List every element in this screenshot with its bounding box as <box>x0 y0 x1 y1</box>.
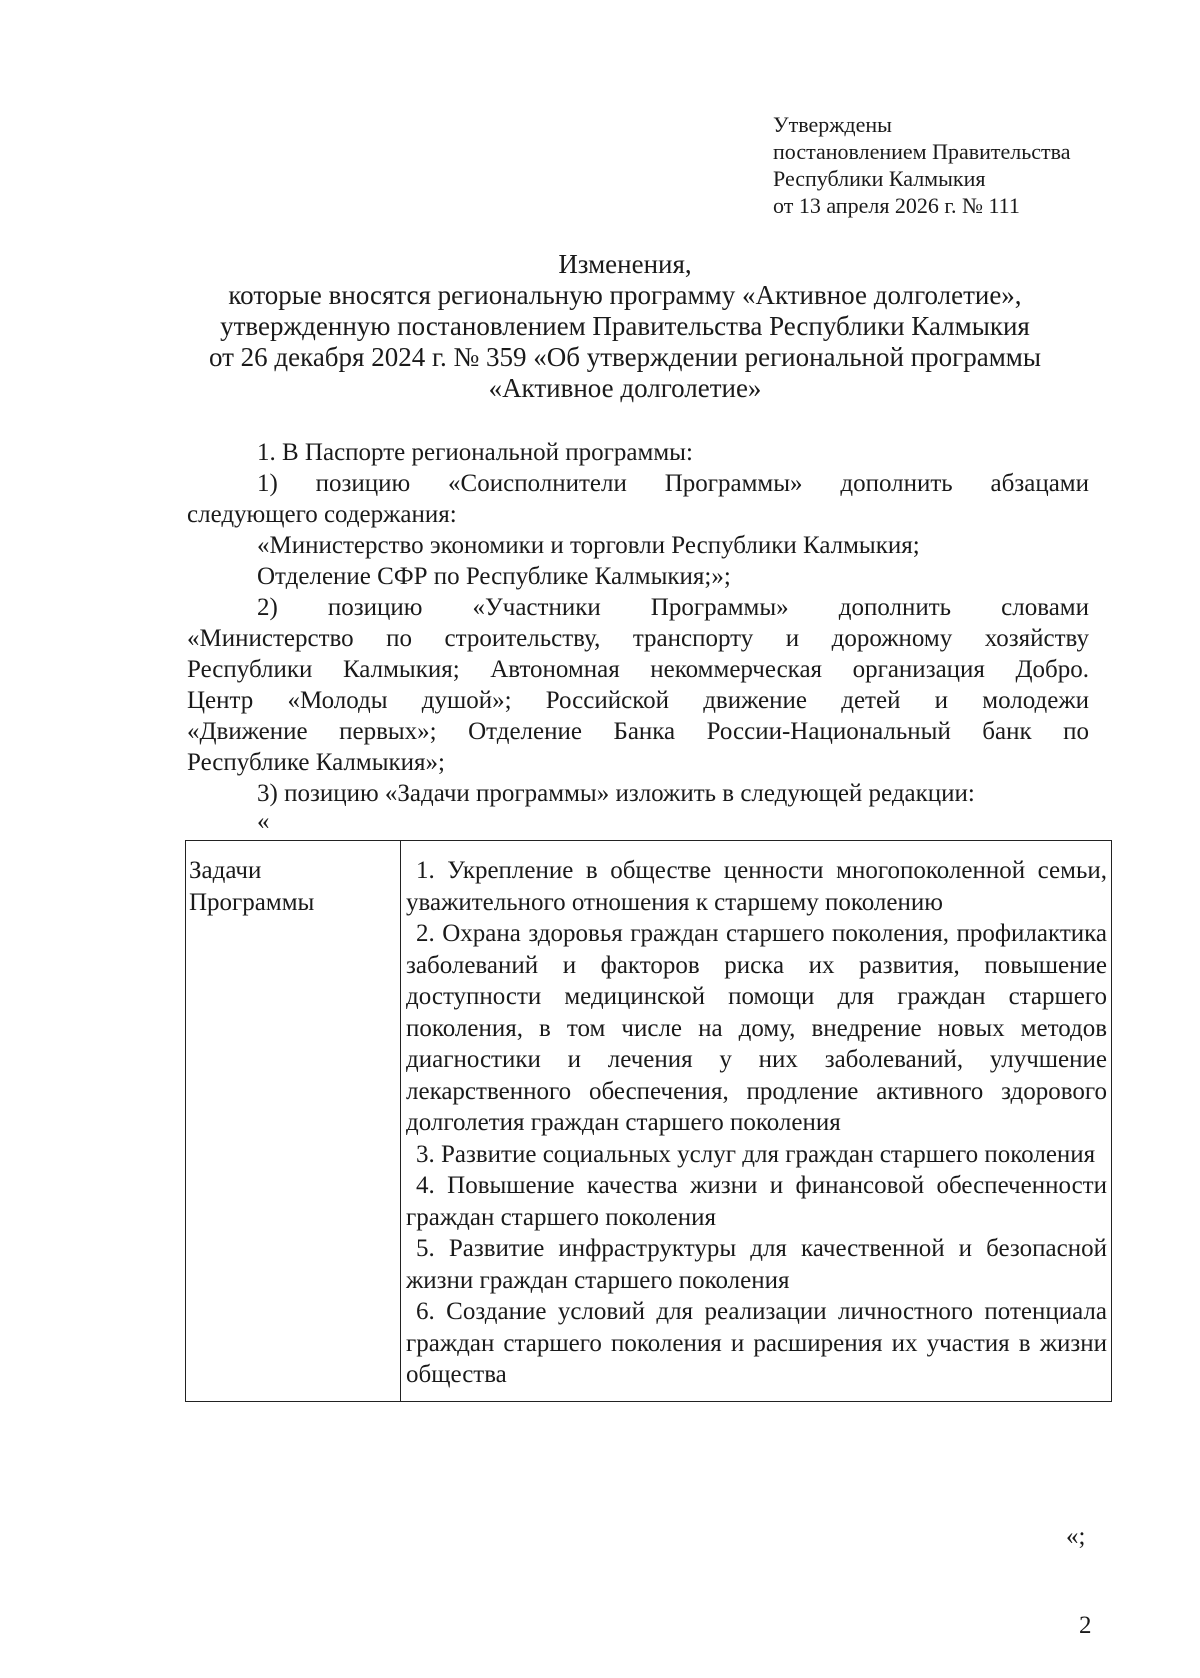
page-number: 2 <box>1079 1612 1092 1639</box>
task-item: 6. Создание условий для реализации личностного потенциала граждан старшего поколения и расширения их участия в жизни общества <box>406 1298 1107 1388</box>
closing-quote: «; <box>1066 1523 1086 1550</box>
task-item: 3. Развитие социальных услуг для граждан старшего поколения <box>416 1140 1096 1168</box>
task-item: 4. Повышение качества жизни и финансовой обеспеченности граждан старшего поколения <box>406 1172 1107 1231</box>
subitem-1-quote: «Министерство экономики и торговли Республики Калмыкия; <box>257 532 920 559</box>
title-line: Изменения, <box>558 249 692 279</box>
subitem-2-line: 2) позицию «Участники Программы» дополнить словами <box>257 594 1089 621</box>
title-line: которые вносятся региональную программу «Активное долголетие», <box>228 280 1022 310</box>
approval-date-number: от 13 апреля 2026 г. № 111 <box>773 193 1020 218</box>
title-line: «Активное долголетие» <box>488 373 762 403</box>
document-body <box>187 437 1089 834</box>
subitem-1-line: 1) позицию «Соисполнители Программы» дополнить абзацами <box>257 470 1089 497</box>
subitem-2-line: «Движение первых»; Отделение Банка России-Национальный банк по <box>187 718 1089 745</box>
approval-line: Утверждены <box>773 112 892 137</box>
tasks-label-cell <box>186 841 401 1402</box>
subitem-2-line: Республики Калмыкия; Автономная некоммерческая организация Добро. <box>187 656 1089 683</box>
document-title <box>185 249 1065 404</box>
title-line: от 26 декабря 2024 г. № 359 «Об утверждении региональной программы <box>208 342 1042 372</box>
subitem-1-line: следующего содержания: <box>187 501 457 528</box>
tasks-label: Задачи <box>189 857 262 884</box>
subitem-2-line: Республике Калмыкия»; <box>187 749 445 776</box>
task-item: 2. Охрана здоровья граждан старшего поколения, профилактика заболеваний и факторов риска их развития, повышение доступности медицинской помощи для граждан старшего поколения, в том числе на дому, внедрение новых методов диагностики и лечения у них заболеваний, улучшение лекарственного обеспечения, продление активного здорового долголетия граждан старшего поколения <box>406 920 1107 1136</box>
table-row <box>186 841 1112 1402</box>
approval-block <box>773 111 1071 219</box>
task-item: 5. Развитие инфраструктуры для качественной и безопасной жизни граждан старшего поколения <box>406 1235 1107 1294</box>
task-item: 1. Укрепление в обществе ценности многопоколенной семьи, уважительного отношения к старшему поколению <box>406 857 1107 916</box>
tasks-table <box>185 840 1112 1402</box>
subitem-2-line: «Министерство по строительству, транспорту и дорожному хозяйству <box>187 625 1089 652</box>
item-1: 1. В Паспорте региональной программы: <box>257 439 693 466</box>
subitem-3: 3) позицию «Задачи программы» изложить в следующей редакции: <box>257 780 975 807</box>
tasks-content-cell <box>401 841 1112 1402</box>
subitem-1-quote: Отделение СФР по Республике Калмыкия;»; <box>257 563 731 590</box>
opening-quote: « <box>257 808 270 835</box>
tasks-label: Программы <box>189 888 315 916</box>
title-line: утвержденную постановлением Правительства Республики Калмыкия <box>220 311 1030 341</box>
approval-line: Республики Калмыкия <box>773 166 986 191</box>
approval-line: постановлением Правительства <box>773 139 1071 164</box>
subitem-2-line: Центр «Молоды душой»; Российской движение детей и молодежи <box>187 687 1089 714</box>
